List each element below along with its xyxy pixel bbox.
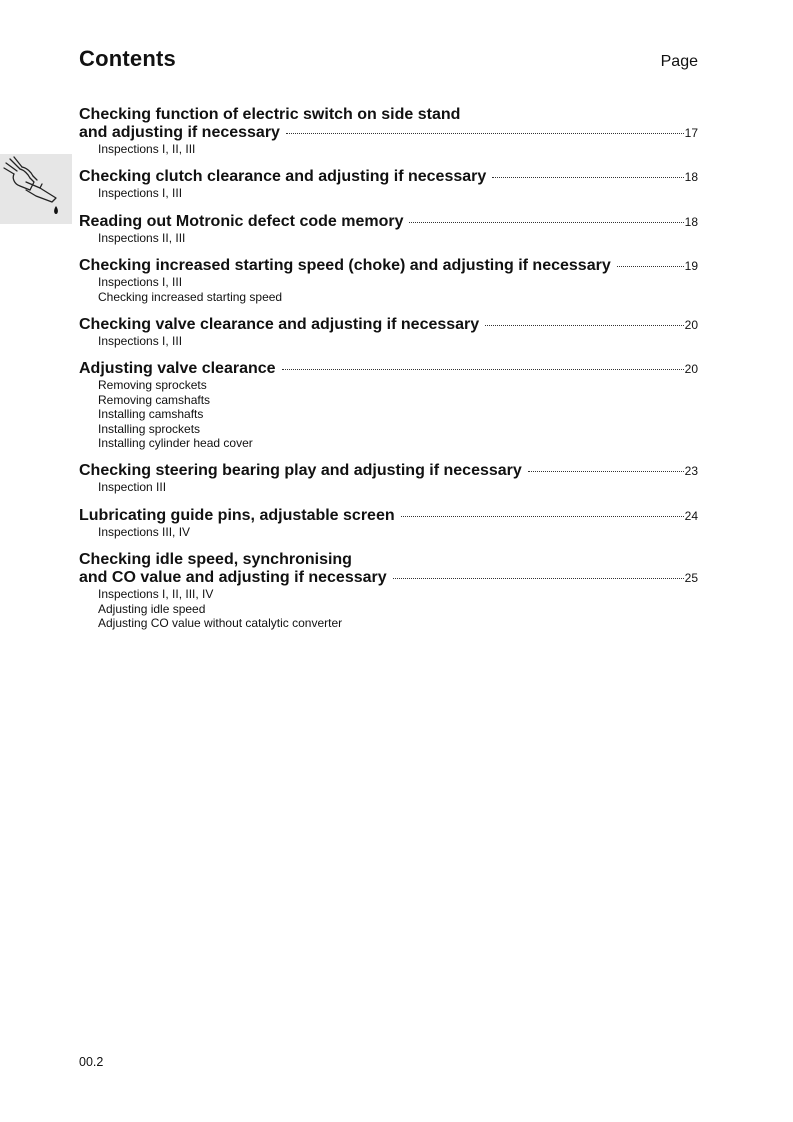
toc-subitem: Inspections III, IV bbox=[98, 524, 191, 539]
toc-subitem: Removing sprockets bbox=[98, 378, 207, 393]
toc-page-number: 24 bbox=[684, 508, 698, 523]
section-tab bbox=[0, 154, 72, 224]
toc-page-number: 17 bbox=[684, 126, 698, 140]
toc-entry[interactable] bbox=[79, 462, 698, 494]
toc-page-number: 20 bbox=[684, 362, 698, 377]
dot-leader bbox=[401, 516, 684, 517]
toc-subitem: Inspections I, III bbox=[98, 275, 183, 290]
toc-subitem: Inspections I, II, III, IV bbox=[98, 587, 214, 602]
toc-page-number: 20 bbox=[684, 318, 698, 333]
toc-subitem: Installing camshafts bbox=[98, 407, 204, 422]
toc-subitem: Adjusting CO value without catalytic converter bbox=[98, 616, 343, 631]
toc-page-number: 23 bbox=[684, 464, 698, 479]
toc-entry[interactable] bbox=[79, 507, 698, 539]
toc-entry[interactable] bbox=[79, 257, 698, 304]
table-of-contents bbox=[79, 106, 698, 643]
toc-subitem: Removing camshafts bbox=[98, 392, 211, 407]
toc-entry-title: Checking steering bearing play and adjusting if necessary bbox=[79, 462, 522, 480]
toc-entry[interactable] bbox=[79, 213, 698, 245]
toc-subitem: Inspections I, III bbox=[98, 186, 183, 201]
hand-oil-can-icon bbox=[0, 154, 72, 224]
toc-entry-title: Checking clutch clearance and adjusting if necessary bbox=[79, 168, 487, 186]
toc-entry-title: Checking function of electric switch on side stand bbox=[79, 106, 461, 123]
toc-entry-title: Adjusting valve clearance bbox=[79, 360, 276, 378]
toc-subitem: Inspections I, II, III bbox=[98, 142, 196, 156]
toc-page-number: 19 bbox=[684, 259, 698, 274]
dot-leader bbox=[485, 325, 683, 326]
dot-leader bbox=[617, 266, 684, 267]
dot-leader bbox=[409, 222, 683, 223]
toc-entry-title: and adjusting if necessary bbox=[79, 124, 280, 141]
toc-entry[interactable] bbox=[79, 168, 698, 200]
toc-entry-title: Lubricating guide pins, adjustable screen bbox=[79, 506, 395, 524]
toc-subitem: Installing sprockets bbox=[98, 421, 201, 436]
toc-subitem: Installing cylinder head cover bbox=[98, 436, 253, 451]
toc-entry[interactable] bbox=[79, 106, 698, 156]
toc-entry-title: Checking valve clearance and adjusting if necessary bbox=[79, 316, 480, 334]
toc-entry-title: Checking idle speed, synchronising bbox=[79, 551, 352, 569]
page-column-label: Page bbox=[660, 53, 698, 70]
page-code: 00.2 bbox=[79, 1055, 104, 1069]
dot-leader bbox=[282, 369, 684, 370]
dot-leader bbox=[528, 471, 684, 472]
toc-entry-title: Checking increased starting speed (choke) and adjusting if necessary bbox=[79, 257, 611, 275]
toc-subitem: Checking increased starting speed bbox=[98, 289, 283, 304]
dot-leader bbox=[286, 133, 684, 134]
toc-subitem: Adjusting idle speed bbox=[98, 601, 206, 616]
dot-leader bbox=[393, 578, 684, 579]
page-title: Contents bbox=[79, 46, 176, 71]
toc-entry-title: Reading out Motronic defect code memory bbox=[79, 212, 404, 230]
toc-page-number: 25 bbox=[684, 571, 698, 586]
toc-subitem: Inspections II, III bbox=[98, 230, 186, 245]
dot-leader bbox=[492, 177, 683, 178]
toc-entry-title: and CO value and adjusting if necessary bbox=[79, 569, 387, 587]
toc-entry[interactable] bbox=[79, 316, 698, 348]
toc-page-number: 18 bbox=[684, 214, 698, 229]
toc-entry[interactable] bbox=[79, 360, 698, 450]
toc-subitem: Inspections I, III bbox=[98, 334, 183, 349]
toc-page-number: 18 bbox=[684, 170, 698, 185]
toc-subitem: Inspection III bbox=[98, 480, 167, 495]
toc-entry[interactable] bbox=[79, 551, 698, 630]
